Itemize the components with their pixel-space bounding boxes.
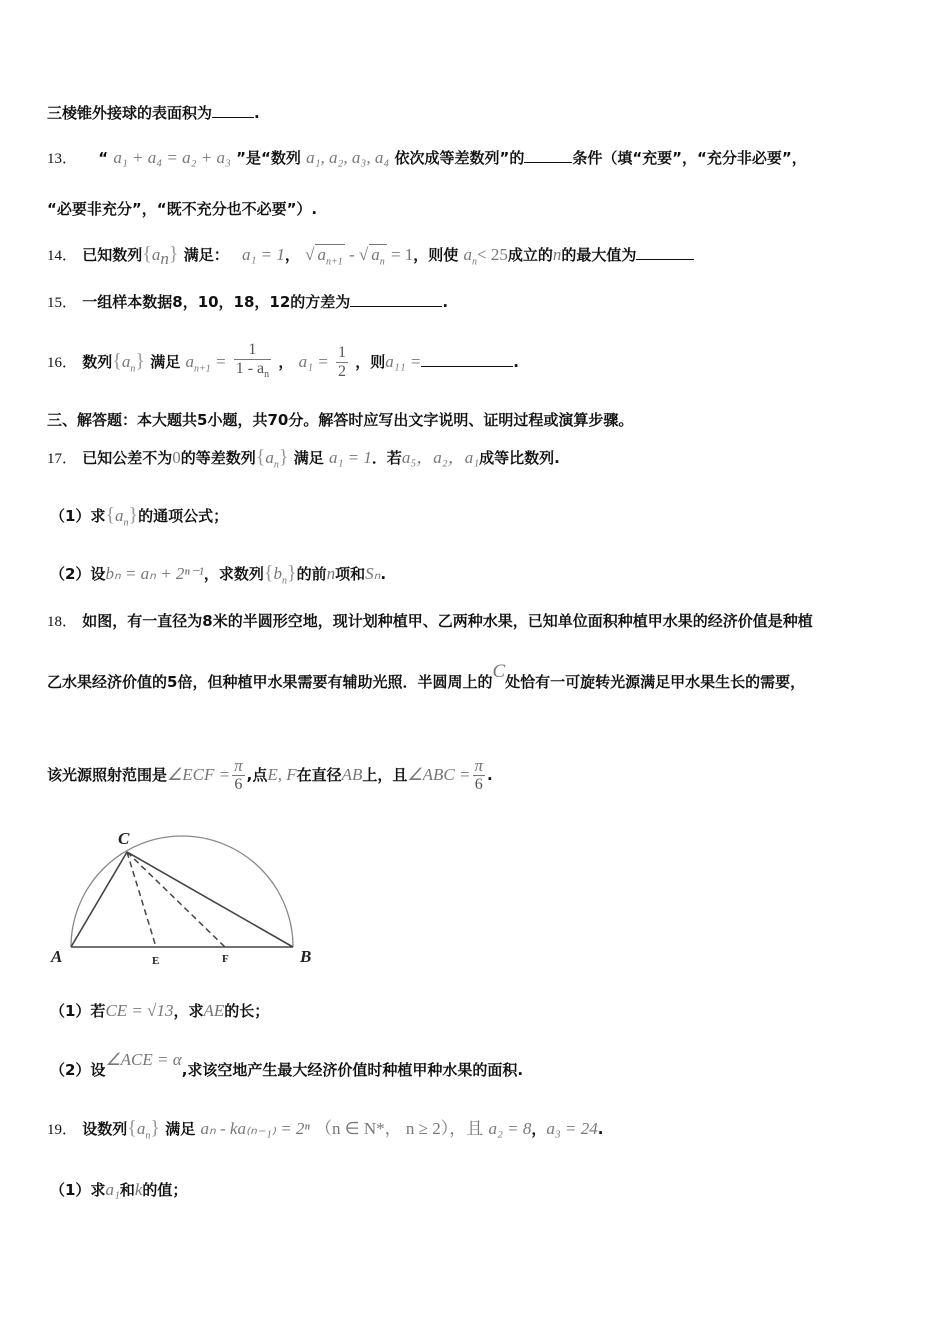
q17-p2-mid2: 的前 — [296, 565, 327, 583]
q18-p1-label: （1）若 — [50, 1002, 106, 1020]
q18-line2-a: 乙水果经济价值的5倍，但种植甲水果需要有辅助光照．半圆周上的 — [47, 673, 493, 691]
q15-number: 15． — [47, 295, 78, 311]
six: 6 — [234, 776, 243, 793]
q17-p2-n: n — [326, 564, 336, 583]
brace-open: { — [105, 504, 116, 526]
q16-a1: a₁ = — [298, 352, 329, 371]
q18-line2-b: 处恰有一可旋转光源满足甲水果生长的需要， — [505, 673, 806, 691]
q17-number: 17． — [47, 451, 78, 467]
q13-number: 13． — [47, 151, 78, 167]
q17-p2-S: Sₙ — [365, 564, 381, 583]
q17-line — [47, 447, 560, 475]
pi: π — [234, 756, 243, 775]
q18-part1 — [50, 1001, 269, 1021]
q19-a3: a₃ = 24 — [546, 1119, 598, 1138]
segment-AC — [71, 852, 127, 947]
q18-C: C — [492, 661, 506, 682]
q16-frac-top: 1 — [234, 341, 271, 360]
q19-rel: aₙ - ka₍ₙ₋₁₎ = 2ⁿ — [200, 1119, 310, 1138]
brace-open: { — [127, 1117, 137, 1139]
q15-line — [47, 292, 448, 313]
q19-pre: 设数列 — [82, 1120, 128, 1138]
q17-p1-tail: 的通项公式； — [138, 507, 229, 525]
q17-cond: a₁ = 1 — [328, 448, 372, 467]
section3-heading — [47, 410, 633, 430]
q14-then: ，则使 — [413, 246, 459, 264]
q16-a11: a₁₁ = — [385, 352, 422, 371]
q19-p1-and: 和 — [119, 1181, 135, 1199]
q16-half-bot: 2 — [337, 363, 346, 380]
q13-line1 — [47, 148, 807, 169]
q14-blank — [636, 245, 694, 260]
q14-sqrt-a: a — [317, 245, 326, 264]
q18-line1-text: 如图，有一直径为8米的半圆形空地，现计划种植甲、乙两种水果，已知单位面积种植甲水果的经济价值是种植 — [82, 612, 813, 630]
section3-text: 三、解答题：本大题共5小题，共70分。解答时应写出文字说明、证明过程或演算步骤。 — [47, 411, 634, 429]
label-A: A — [51, 947, 63, 966]
q16-seq: $a_n$ — [121, 352, 136, 375]
q15-end: . — [442, 293, 449, 311]
q16-number: 16． — [47, 355, 78, 371]
q17-p2-end: . — [380, 565, 387, 583]
q16-half-top: 1 — [337, 344, 346, 361]
q17-satisfy: 满足 — [293, 449, 324, 467]
brace-close: } — [135, 350, 145, 372]
q18-p2-expr: ∠ACE = α — [105, 1050, 182, 1069]
q16-anp1: $a_{n+1}$ = — [185, 352, 227, 375]
q13-mid: ”是“数列 — [236, 149, 301, 167]
q14-cond1: a₁ = 1 — [241, 245, 285, 264]
q18-AB: AB — [341, 765, 363, 784]
q18-line1 — [47, 611, 813, 632]
q17-p2-expr: bₙ = aₙ + 2ⁿ⁻¹ — [105, 564, 204, 583]
intro-end: . — [254, 104, 260, 122]
sub-n: n — [160, 249, 169, 268]
q14-seq: a — [151, 245, 161, 264]
q18-angle1: ∠ECF = — [167, 765, 231, 784]
q17-pre: 已知公差不为 — [82, 449, 173, 467]
q13-after: 依次成等差数列”的 — [394, 149, 525, 167]
q19-satisfy: 满足 — [165, 1120, 196, 1138]
q18-line2 — [47, 661, 806, 692]
intro-text: 三棱锥外接球的表面积为 — [47, 104, 213, 122]
q19-p1-k: k — [134, 1180, 143, 1199]
q15-blank — [350, 292, 442, 307]
q16-line: 16． 数列$\{a_n\}$ 满足 $a_{n+1}$ = $\frac{1}{1 - a_n}$ ， a₁ = $\frac{1}{2}$ ，则a₁₁ = . — [47, 340, 519, 390]
q13-blank — [524, 148, 572, 163]
q18-part2 — [50, 1050, 524, 1080]
q17-terms: a₅，a₂，a₁ — [401, 448, 480, 467]
q18-angle2: ∠ABC = — [407, 765, 471, 784]
q18-number: 18． — [47, 614, 78, 630]
q18-line3-c: 在直径 — [296, 766, 342, 784]
q19-a2: a₂ = 8 — [488, 1119, 532, 1138]
label-F: F — [222, 953, 229, 965]
q14-an: $a_n$ — [463, 245, 478, 268]
q16-pre: 数列 — [82, 353, 113, 371]
brace-close: } — [168, 243, 179, 265]
q18-line3-a: 该光源照射范围是 — [47, 766, 168, 784]
label-C: C — [118, 829, 130, 848]
q18-p2-label: （2）设 — [50, 1061, 106, 1079]
q19-cond: （n ∈ N*， n ≥ 2），且 — [315, 1119, 484, 1138]
q14-comma: ， — [284, 246, 300, 264]
q14-cond2: √ $a_{n+1}$ - √ $a_n = 1$ — [305, 245, 413, 264]
q14-line — [47, 244, 694, 272]
q19-seq: $a_n$ — [136, 1119, 151, 1142]
q18-p2-tail: ,求该空地产生最大经济价值时种植甲种水果的面积. — [181, 1061, 524, 1079]
q17-part2 — [50, 563, 386, 591]
q19-part1 — [50, 1180, 187, 1200]
q18-line3-d: 上，且 — [362, 766, 408, 784]
q14-tail: 的最大值为 — [561, 246, 637, 264]
brace-close: } — [128, 504, 139, 526]
q19-p1-label: （1）求 — [50, 1181, 106, 1199]
q17-p2-seq: $b_n$ — [273, 564, 287, 587]
q18-end: . — [487, 766, 493, 784]
q16-frac-bot: 1 - a — [235, 359, 265, 377]
q13-line2 — [47, 199, 317, 219]
q13-tail: 条件（填“充要”，“充分非必要”， — [572, 149, 807, 167]
q17-mid: 的等差数列 — [180, 449, 256, 467]
q17-p1-label: （1）求 — [50, 507, 106, 525]
q16-half — [336, 344, 348, 381]
q18-pi6-b — [473, 757, 486, 794]
q17-p2-label: （2）设 — [50, 565, 106, 583]
q13-expr: a₁ + a₄ = a₂ + a₃ — [113, 148, 231, 167]
q19-p1-tail: 的值； — [142, 1181, 188, 1199]
brace-open: { — [263, 562, 274, 584]
q17-p1-seq: $a_n$ — [115, 506, 129, 529]
q16-satisfy: 满足 — [150, 353, 181, 371]
q18-line3-b: ,点 — [246, 766, 268, 784]
q17-p2-mid: ，求数列 — [203, 565, 264, 583]
q17-p2-and: 项和 — [335, 565, 366, 583]
brace-open: { — [142, 243, 152, 265]
q18-p1-tail: 的长； — [224, 1002, 270, 1020]
q14-ineq: < 25 — [477, 245, 508, 264]
q18-p1-AE: AE — [203, 1001, 225, 1020]
answer-blank — [212, 103, 254, 118]
q13-seq: a₁, a₂, a₃, a₄ — [306, 148, 390, 167]
q18-pi6-a — [232, 757, 245, 794]
brace-open: { — [255, 446, 266, 468]
q14-cond2-end: = 1 — [390, 245, 414, 264]
q17-part1 — [50, 505, 228, 533]
q13-open-quote: “ — [98, 149, 109, 167]
q17-zero: 0 — [172, 448, 181, 467]
q19-end: . — [597, 1120, 604, 1138]
intro-line — [47, 103, 260, 123]
q14-sqrt-b: a — [371, 245, 380, 264]
q14-pre: 已知数列 — [82, 246, 143, 264]
brace-close: } — [150, 1117, 160, 1139]
q14-number: 14． — [47, 248, 78, 264]
brace-open: { — [112, 350, 122, 372]
q19-number: 19． — [47, 1122, 78, 1138]
label-E: E — [152, 955, 160, 967]
label-B: B — [300, 947, 312, 966]
q16-then: ，则 — [355, 353, 386, 371]
brace-close: } — [278, 446, 289, 468]
q17-tail: 成等比数列. — [479, 449, 560, 467]
q18-p1-mid: ，求 — [173, 1002, 204, 1020]
q16-blank — [421, 352, 513, 367]
q13-line2-text: “必要非充分”，“既不充分也不必要”）. — [47, 200, 318, 218]
q14-mid: 成立的 — [507, 246, 553, 264]
q15-text: 一组样本数据8，10，18，12的方差为 — [82, 293, 351, 311]
semicircle-figure — [48, 822, 328, 972]
six: 6 — [474, 776, 483, 793]
q19-p1-a1: a₁ — [105, 1180, 120, 1199]
q14-satisfy: 满足： — [183, 246, 229, 264]
q18-line3 — [47, 752, 493, 798]
q17-seq: $a_n$ — [265, 448, 279, 471]
q16-frac: $\frac{1}{1 - a_n}$ — [235, 340, 270, 381]
q19-line: 19． 设数列$\{a_n\}$ 满足 aₙ - ka₍ₙ₋₁₎ = 2ⁿ （n ∈ N*， n ≥ 2），且 a₂ = 8，a₃ = 24. — [47, 1117, 604, 1142]
q16-end: . — [513, 353, 519, 371]
q14-n: n — [552, 245, 562, 264]
q18-EF: E, F — [267, 765, 297, 784]
pi: π — [474, 756, 484, 775]
q17-if: ．若 — [371, 449, 402, 467]
brace-close: } — [286, 562, 297, 584]
q18-p1-expr: CE = √13 — [105, 1001, 174, 1020]
